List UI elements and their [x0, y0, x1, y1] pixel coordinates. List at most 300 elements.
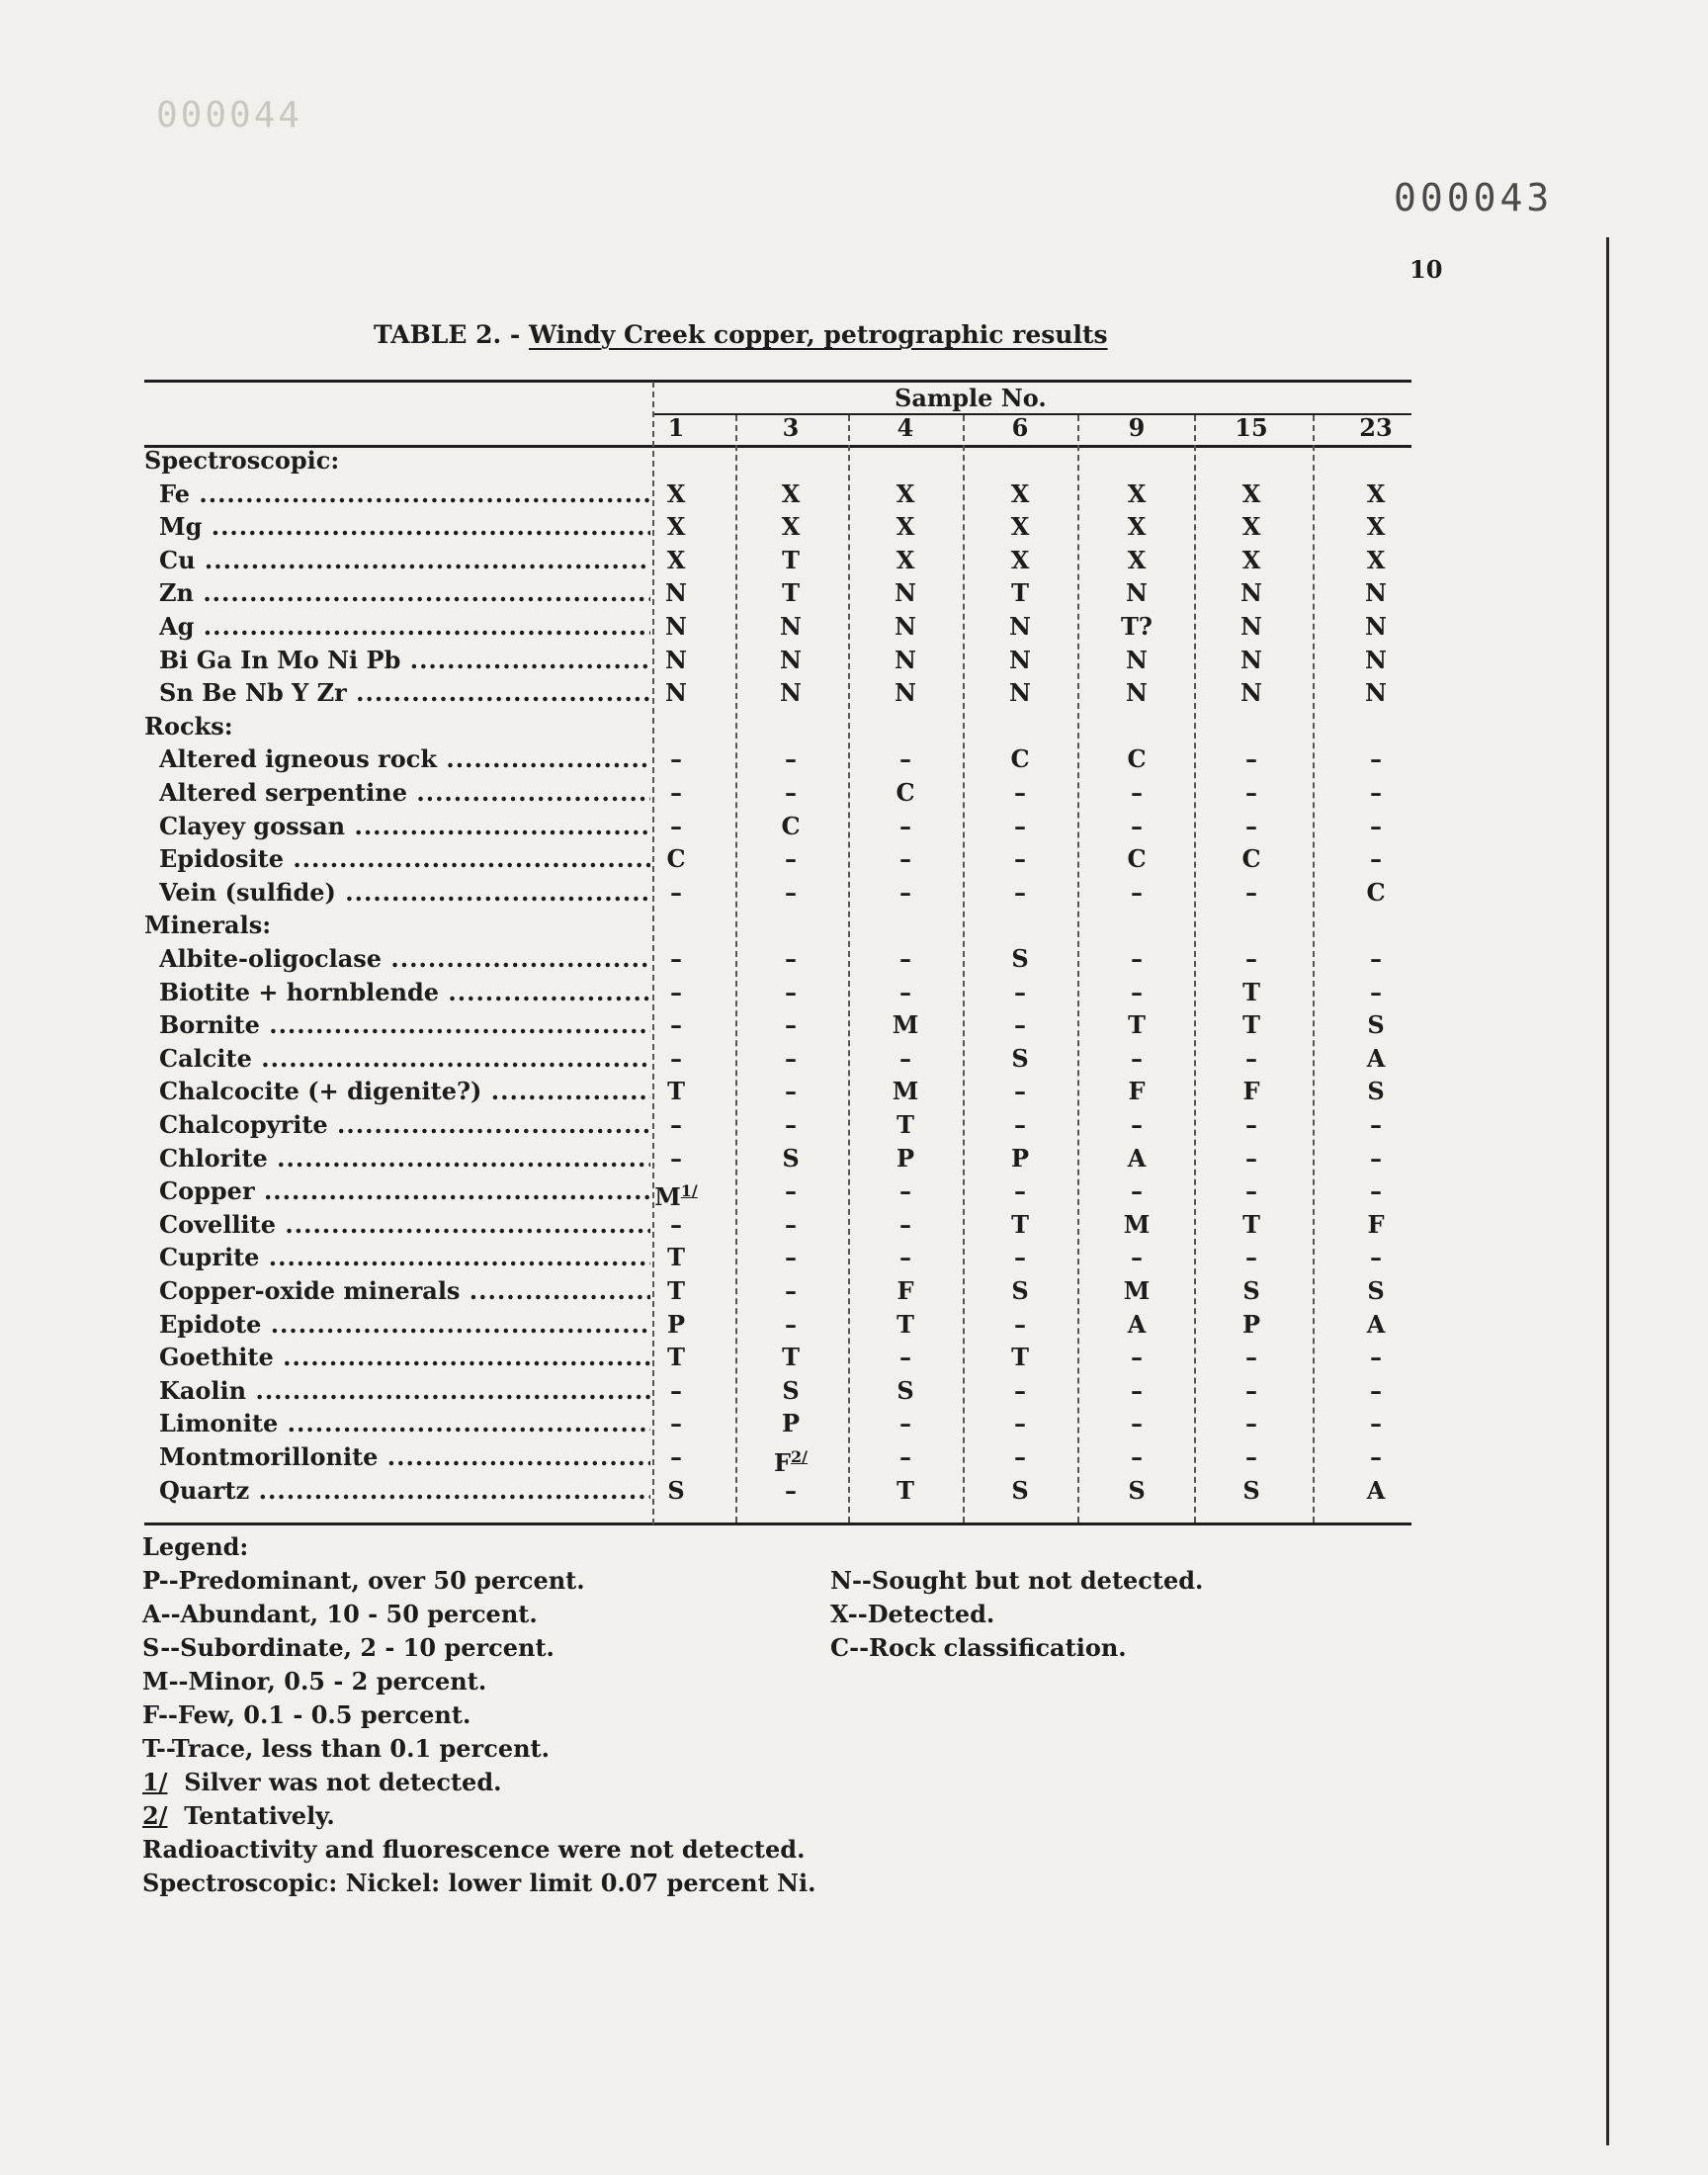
table-cell	[985, 742, 1055, 776]
table-cell	[1102, 1108, 1171, 1142]
cell-value: X	[896, 478, 915, 508]
cell-value: C	[666, 844, 686, 874]
cell-value: S	[1011, 1276, 1029, 1305]
table-cell	[1341, 976, 1410, 1009]
table-cell	[985, 1474, 1055, 1508]
table-cell	[1102, 942, 1171, 976]
cell-value: A	[1366, 1309, 1386, 1339]
cell-value: –	[785, 1077, 797, 1106]
cell-value: S	[1011, 944, 1029, 973]
table-cell	[1217, 576, 1286, 610]
table-cell	[985, 1208, 1055, 1242]
cell-value: C	[781, 811, 801, 840]
table-cell	[641, 1174, 711, 1212]
cell-value: S	[1367, 1077, 1385, 1106]
table-cell	[1341, 1474, 1410, 1508]
cell-value: N	[1126, 678, 1148, 708]
table-cell	[871, 544, 940, 577]
cell-value: X	[1010, 478, 1030, 508]
table-cell	[756, 644, 825, 677]
table-cell	[1102, 610, 1171, 644]
cell-value: X	[896, 545, 915, 574]
cell-value: –	[1131, 1375, 1143, 1405]
cell-value: –	[785, 1243, 797, 1272]
cell-value: T	[1011, 578, 1029, 608]
table-cell	[641, 510, 711, 544]
cell-value: –	[1014, 1010, 1026, 1040]
cell-value: –	[1370, 1110, 1382, 1139]
table-cell	[641, 1008, 711, 1042]
table-cell	[1102, 576, 1171, 610]
table-cell	[641, 1274, 711, 1308]
table-cell	[1102, 842, 1171, 876]
row-label: Biotite + hornblende .....	[159, 976, 650, 1009]
table-cell	[756, 676, 825, 710]
table-cell	[1102, 510, 1171, 544]
cell-value: –	[899, 977, 911, 1006]
cell-value: N	[665, 578, 687, 608]
table-cell	[871, 1407, 940, 1440]
table-cell	[985, 810, 1055, 843]
table-cell	[1217, 810, 1286, 843]
cell-value: –	[1014, 1442, 1026, 1471]
cell-value: T	[782, 545, 800, 574]
table-cell	[1341, 1308, 1410, 1342]
cell-value: –	[1245, 944, 1257, 973]
table-cell	[1217, 776, 1286, 810]
table-cell	[756, 810, 825, 843]
row-label: Chalcopyrite .....	[159, 1108, 650, 1142]
column-header-sample: 1	[667, 413, 685, 442]
cell-value: S	[1242, 1276, 1260, 1305]
table-cell	[641, 1208, 711, 1242]
cell-value: A	[1366, 1043, 1386, 1073]
table-cell	[1217, 842, 1286, 876]
table-cell	[985, 1374, 1055, 1408]
row-label: Limonite .....	[159, 1407, 650, 1440]
row-label: Quartz .....	[159, 1474, 650, 1508]
cell-value: –	[670, 1043, 682, 1073]
cell-value: –	[785, 1475, 797, 1505]
cell-value: S	[782, 1143, 800, 1173]
cell-value: –	[1245, 778, 1257, 807]
cell-value: –	[1131, 877, 1143, 907]
row-label: Covellite .....	[159, 1208, 650, 1242]
table-cell	[871, 1274, 940, 1308]
cell-value: T	[782, 578, 800, 608]
cell-value: X	[666, 545, 686, 574]
row-label: Goethite .....	[159, 1341, 650, 1374]
table-cell	[1217, 976, 1286, 1009]
table-cell	[641, 742, 711, 776]
cell-value: P	[1010, 1143, 1030, 1173]
table-cell	[756, 776, 825, 810]
row-label: Montmorillonite .....	[159, 1440, 650, 1474]
cell-value: N	[1365, 578, 1387, 608]
legend-entry: P--Predominant, over 50 percent.	[142, 1566, 585, 1595]
cell-value: S	[1242, 1475, 1260, 1505]
legend-entry: T--Trace, less than 0.1 percent.	[142, 1734, 550, 1763]
cell-value: –	[785, 1176, 797, 1206]
row-label: Albite-oligoclase .....	[159, 942, 650, 976]
table-cell	[985, 1174, 1055, 1208]
row-label: Copper .....	[159, 1174, 650, 1208]
cell-value: –	[899, 1209, 911, 1239]
cell-value: –	[1245, 1243, 1257, 1272]
cell-value: –	[1245, 744, 1257, 774]
legend-entry: N--Sought but not detected.	[830, 1566, 1204, 1595]
row-label: Bi Ga In Mo Ni Pb .....	[159, 644, 650, 677]
table-cell	[985, 776, 1055, 810]
cell-value: –	[670, 1375, 682, 1405]
cell-value: X	[1241, 512, 1261, 542]
cell-value: –	[785, 1209, 797, 1239]
cell-value: –	[1245, 1343, 1257, 1372]
table-cell	[756, 478, 825, 511]
table-cell	[1217, 644, 1286, 677]
cell-value: –	[785, 778, 797, 807]
cell-value: –	[670, 877, 682, 907]
cell-value: –	[899, 1243, 911, 1272]
cell-value: –	[1131, 1243, 1143, 1272]
column-header-sample: 4	[897, 413, 914, 442]
table-cell	[641, 976, 711, 1009]
cell-value: –	[1370, 1143, 1382, 1173]
table-cell	[756, 1042, 825, 1076]
cell-value: –	[670, 744, 682, 774]
table-cell	[1341, 1108, 1410, 1142]
table-cell	[1217, 1341, 1286, 1374]
legend-entry: S--Subordinate, 2 - 10 percent.	[142, 1633, 555, 1662]
table-cell	[756, 1341, 825, 1374]
row-label: Clayey gossan .....	[159, 810, 650, 843]
table-cell	[1341, 1042, 1410, 1076]
table-cell	[756, 544, 825, 577]
cell-value: –	[1245, 1375, 1257, 1405]
cell-value: T	[667, 1343, 685, 1372]
cell-value: N	[665, 678, 687, 708]
table-cell	[1341, 942, 1410, 976]
cell-value: S	[1367, 1276, 1385, 1305]
table-cell	[1341, 676, 1410, 710]
column-separator	[735, 415, 737, 1522]
cell-value: M	[1123, 1276, 1151, 1305]
table-cell	[985, 1274, 1055, 1308]
table-cell	[756, 1142, 825, 1175]
cell-value: –	[899, 844, 911, 874]
cell-value: F	[1128, 1077, 1146, 1106]
cell-value: –	[670, 1143, 682, 1173]
cell-value: –	[670, 1110, 682, 1139]
table-cell	[641, 1042, 711, 1076]
table-cell	[1217, 876, 1286, 910]
table-cell	[1102, 1341, 1171, 1374]
legend-heading: Legend:	[142, 1532, 249, 1561]
row-label: Ag .....	[159, 610, 650, 644]
cell-value: S	[1128, 1475, 1146, 1505]
table-cell	[1102, 1208, 1171, 1242]
table-cell	[641, 478, 711, 511]
cell-value: –	[785, 877, 797, 907]
cell-value: –	[785, 1309, 797, 1339]
table-cell	[1217, 610, 1286, 644]
cell-value: X	[666, 478, 686, 508]
table-cell	[641, 1407, 711, 1440]
legend-entry: M--Minor, 0.5 - 2 percent.	[142, 1667, 487, 1696]
table-cell	[871, 942, 940, 976]
cell-value: C	[1127, 844, 1147, 874]
cell-value: S	[897, 1375, 914, 1405]
row-label: Kaolin .....	[159, 1374, 650, 1408]
cell-value: –	[670, 811, 682, 840]
cell-value: C	[1127, 744, 1147, 774]
table-cell	[985, 1407, 1055, 1440]
table-cell	[756, 576, 825, 610]
cell-value: –	[1014, 811, 1026, 840]
table-cell	[1102, 544, 1171, 577]
table-cell	[871, 1008, 940, 1042]
cell-value: –	[1245, 811, 1257, 840]
cell-value: T	[897, 1309, 914, 1339]
table-cell	[985, 976, 1055, 1009]
cell-value: –	[1131, 1176, 1143, 1206]
footnote-mark: 1/	[142, 1768, 168, 1796]
cell-value: –	[1014, 1409, 1026, 1438]
cell-value: –	[899, 811, 911, 840]
cell-value: –	[1370, 1243, 1382, 1272]
table-cell	[641, 876, 711, 910]
table-cell	[1102, 1241, 1171, 1274]
table-cell	[641, 1474, 711, 1508]
table-cell	[871, 742, 940, 776]
table-cell	[871, 478, 940, 511]
table-cell	[756, 976, 825, 1009]
table-cell	[1341, 1174, 1410, 1208]
table-cell	[756, 610, 825, 644]
cell-value: S	[667, 1475, 685, 1505]
table-cell	[985, 610, 1055, 644]
cell-value: –	[785, 1010, 797, 1040]
row-label: Fe .....	[159, 478, 650, 511]
cell-value: N	[1365, 645, 1387, 674]
footnote-mark: 2/	[142, 1801, 168, 1830]
table-cell	[1217, 1108, 1286, 1142]
table-cell	[871, 1341, 940, 1374]
column-header-sample: 23	[1359, 413, 1393, 442]
table-cell	[1102, 742, 1171, 776]
table-cell	[756, 1474, 825, 1508]
cell-value: F	[773, 1448, 792, 1477]
cell-value: C	[896, 778, 915, 807]
table-cell	[641, 1440, 711, 1474]
row-label: Cuprite .....	[159, 1241, 650, 1274]
cell-value: X	[781, 478, 801, 508]
cell-value: –	[1245, 1143, 1257, 1173]
cell-value: –	[785, 1276, 797, 1305]
table-cell	[985, 1142, 1055, 1175]
table-cell	[1102, 1075, 1171, 1108]
cell-value: N	[1126, 645, 1148, 674]
table-title-main: Windy Creek copper, petrographic results	[528, 320, 1108, 349]
cell-value: N	[895, 645, 916, 674]
cell-value: N	[895, 612, 916, 641]
table-cell	[641, 610, 711, 644]
cell-value: –	[1370, 778, 1382, 807]
table-cell	[871, 810, 940, 843]
table-cell	[756, 510, 825, 544]
table-cell	[1217, 1208, 1286, 1242]
table-cell	[1102, 1308, 1171, 1342]
cell-value: T	[897, 1475, 914, 1505]
cell-value: X	[781, 512, 801, 542]
table-cell	[1217, 1142, 1286, 1175]
table-cell	[871, 510, 940, 544]
cell-value: C	[1366, 877, 1386, 907]
cell-value: T	[667, 1077, 685, 1106]
table-cell	[1102, 1374, 1171, 1408]
cell-value: P	[666, 1309, 686, 1339]
row-label: Zn .....	[159, 576, 650, 610]
table-cell	[1102, 1142, 1171, 1175]
cell-value: M	[892, 1010, 919, 1040]
table-cell	[1341, 510, 1410, 544]
row-label: Chlorite .....	[159, 1142, 650, 1175]
cell-value: –	[899, 1176, 911, 1206]
table-cell	[1102, 478, 1171, 511]
cell-value: S	[1011, 1043, 1029, 1073]
footnote-text: Silver was not detected.	[184, 1768, 502, 1796]
cell-value: T	[1242, 1010, 1260, 1040]
table-cell	[641, 1075, 711, 1108]
table-cell	[1102, 1440, 1171, 1474]
table-cell	[1217, 1274, 1286, 1308]
cell-value: N	[895, 578, 916, 608]
table-cell	[871, 1075, 940, 1108]
cell-value: N	[780, 612, 802, 641]
cell-value: M	[892, 1077, 919, 1106]
table-cell	[985, 1440, 1055, 1474]
table-cell	[756, 942, 825, 976]
cell-value: T	[1242, 1209, 1260, 1239]
table-cell	[641, 842, 711, 876]
cell-value: –	[1131, 778, 1143, 807]
note-spectroscopic: Spectroscopic: Nickel: lower limit 0.07 percent Ni.	[142, 1869, 816, 1897]
table-cell	[985, 1308, 1055, 1342]
table-cell	[1341, 1208, 1410, 1242]
row-label: Copper-oxide minerals .....	[159, 1274, 650, 1308]
table-cell	[756, 1407, 825, 1440]
table-top-rule	[144, 380, 1411, 383]
table-cell	[1102, 976, 1171, 1009]
table-cell	[985, 1108, 1055, 1142]
cell-value: P	[1241, 1309, 1261, 1339]
cell-value: N	[1240, 612, 1262, 641]
footnote-reference: 2/	[791, 1447, 809, 1466]
table-cell	[871, 610, 940, 644]
cell-value: F	[897, 1276, 914, 1305]
table-cell	[1341, 1440, 1410, 1474]
table-cell	[641, 644, 711, 677]
cell-value: –	[670, 1010, 682, 1040]
table-cell	[641, 1108, 711, 1142]
cell-value: –	[1131, 977, 1143, 1006]
cell-value: N	[1009, 678, 1031, 708]
table-cell	[1217, 1241, 1286, 1274]
table-cell	[1102, 1008, 1171, 1042]
table-cell	[1102, 876, 1171, 910]
cell-value: –	[1245, 877, 1257, 907]
cell-value: –	[670, 1442, 682, 1471]
cell-value: –	[785, 744, 797, 774]
table-cell	[756, 1008, 825, 1042]
cell-value: N	[780, 645, 802, 674]
cell-value: S	[1011, 1475, 1029, 1505]
table-title	[374, 320, 1108, 349]
table-cell	[1102, 1174, 1171, 1208]
legend-entry: F--Few, 0.1 - 0.5 percent.	[142, 1700, 471, 1729]
cell-value: –	[899, 944, 911, 973]
table-cell	[756, 1108, 825, 1142]
cell-value: T	[782, 1343, 800, 1372]
table-cell	[1341, 1374, 1410, 1408]
legend-entry: A--Abundant, 10 - 50 percent.	[142, 1600, 538, 1628]
cell-value: N	[665, 645, 687, 674]
page-edge-line	[1606, 237, 1609, 2145]
column-header-sample: 6	[1011, 413, 1029, 442]
column-header-sample: 9	[1128, 413, 1146, 442]
cell-value: X	[1241, 478, 1261, 508]
cell-value: X	[1127, 478, 1147, 508]
table-cell	[1217, 1075, 1286, 1108]
cell-value: –	[899, 744, 911, 774]
table-cell	[1217, 1374, 1286, 1408]
row-label: Chalcocite (+ digenite?) .....	[159, 1075, 650, 1108]
row-label: Calcite .....	[159, 1042, 650, 1076]
cell-value: X	[896, 512, 915, 542]
table-cell	[756, 842, 825, 876]
cell-value: –	[1370, 944, 1382, 973]
cell-value: X	[1366, 512, 1386, 542]
table-cell	[1341, 610, 1410, 644]
table-cell	[871, 1042, 940, 1076]
row-label: Vein (sulfide) .....	[159, 876, 650, 910]
row-label: Mg .....	[159, 510, 650, 544]
table-cell	[1341, 776, 1410, 810]
table-cell	[641, 1142, 711, 1175]
cell-value: –	[785, 1110, 797, 1139]
footnote-text: Tentatively.	[184, 1801, 335, 1830]
cell-value: F	[1242, 1077, 1260, 1106]
cell-value: –	[899, 1343, 911, 1372]
table-cell	[756, 876, 825, 910]
table-cell	[1217, 1308, 1286, 1342]
cell-value: X	[1010, 545, 1030, 574]
table-cell	[1217, 1174, 1286, 1208]
cell-value: T	[667, 1276, 685, 1305]
table-cell	[756, 1208, 825, 1242]
cell-value: N	[1365, 678, 1387, 708]
table-cell	[985, 510, 1055, 544]
legend-entry: X--Detected.	[830, 1600, 995, 1628]
column-header-sample: 3	[782, 413, 800, 442]
cell-value: T	[667, 1243, 685, 1272]
table-cell	[756, 1308, 825, 1342]
cell-value: M	[1123, 1209, 1151, 1239]
column-header-sample: 15	[1235, 413, 1268, 442]
cell-value: S	[782, 1375, 800, 1405]
table-cell	[756, 742, 825, 776]
cell-value: X	[666, 512, 686, 542]
